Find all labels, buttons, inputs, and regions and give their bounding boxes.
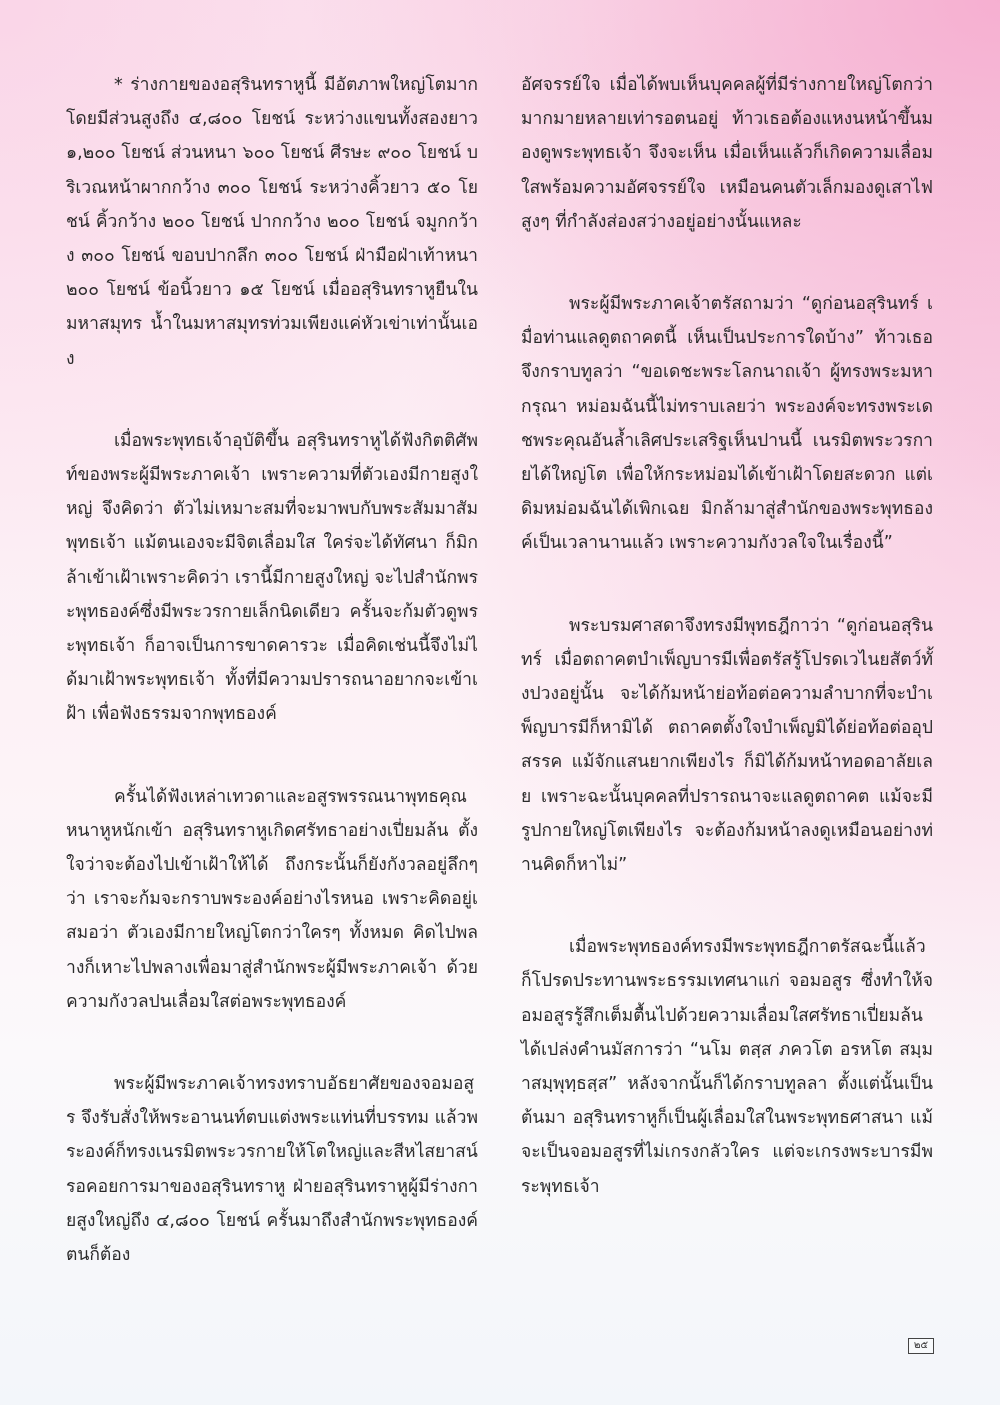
body-paragraph: * ร่างกายของอสุรินทราหูนี้ มีอัตภาพใหญ่โตมาก โดยมีส่วนสูงถึง ๔,๘๐๐ โยชน์ ระหว่างแขนทั้งสองยาว ๑,๒๐๐ โยชน์ ส่วนหนา ๖๐๐ โยชน์ ศีรษะ ๙๐๐ โยชน์ บริเวณหน้าผากกว้าง ๓๐๐ โยชน์ ระหว่างคิ้วยาว ๕๐ โยชน์ คิ้วกว้าง ๒๐๐ โยชน์ ปากกว้าง ๒๐๐ โยชน์ จมูกกว้าง ๓๐๐ โยชน์ ขอบปากลึก ๓๐๐ โยชน์ ฝ่ามือฝ่าเท้าหนา ๒๐๐ โยชน์ ข้อนิ้วยาว ๑๕ โยชน์ เมื่ออสุรินทราหูยืนในมหาสมุทร น้ำในมหาสมุทรท่วมเพียงแค่หัวเข่าเท่านั้นเอง (66, 75, 478, 369)
right-column (521, 68, 933, 1204)
body-paragraph: พระบรมศาสดาจึงทรงมีพุทธฎีกาว่า “ดูก่อนอสุรินทร์ เมื่อตถาคตบำเพ็ญบารมีเพื่อตรัสรู้โปรดเวไนยสัตว์ทั้งปวงอยู่นั้น จะได้ก้มหน้าย่อท้อต่อความลำบากที่จะบำเพ็ญบารมีก็หามิได้ ตถาคตตั้งใจบำเพ็ญมิได้ย่อท้อต่ออุปสรรค แม้จักแสนยากเพียงไร ก็มิได้ก้มหน้าทอดอาลัยเลย เพราะฉะนั้นบุคคลที่ปรารถนาจะแลดูตถาคต แม้จะมีรูปกายใหญ่โตเพียงไร จะต้องก้มหน้าลงดูเหมือนอย่างท่านคิดก็หาไม่” (521, 615, 933, 876)
body-paragraph: เมื่อพระพุทธเจ้าอุบัติขึ้น อสุรินทราหูได้ฟังกิตติศัพท์ของพระผู้มีพระภาคเจ้า เพราะความที่ตัวเองมีกายสูงใหญ่ จึงคิดว่า ตัวไม่เหมาะสมที่จะมาพบกับพระสัมมาสัมพุทธเจ้า แม้ตนเองจะมีจิตเลื่อมใส ใคร่จะได้ทัศนา ก็มิกล้าเข้าเฝ้าเพราะคิดว่า เรานี้มีกายสูงใหญ่ จะไปสำนักพระพุทธองค์ซึ่งมีพระวรกายเล็กนิดเดียว ครั้นจะก้มตัวดูพระพุทธเจ้า ก็อาจเป็นการขาดคารวะ เมื่อคิดเช่นนี้จึงไม่ได้มาเฝ้าพระพุทธเจ้า ทั้งที่มีความปรารถนาอยากจะเข้าเฝ้า เพื่อฟังธรรมจากพุทธองค์ (66, 430, 478, 725)
body-paragraph: พระผู้มีพระภาคเจ้าตรัสถามว่า “ดูก่อนอสุรินทร์ เมื่อท่านแลดูตถาคตนี้ เห็นเป็นประการใดบ้าง” ท้าวเธอจึงกราบทูลว่า “ขอเดชะพระโลกนาถเจ้า ผู้ทรงพระมหากรุณา หม่อมฉันนี้ไม่ทราบเลยว่า พระองค์จะทรงพระเดชพระคุณอันล้ำเลิศประเสริฐเห็นปานนี้ เนรมิตพระวรกายได้ใหญ่โต เพื่อให้กระหม่อมได้เข้าเฝ้าโดยสะดวก แต่เดิมหม่อมฉันได้เพิกเฉย มิกล้ามาสู่สำนักของพระพุทธองค์เป็นเวลานานแล้ว เพราะความกังวลใจในเรื่องนี้” (521, 294, 933, 554)
body-paragraph: พระผู้มีพระภาคเจ้าทรงทราบอัธยาศัยของจอมอสูร จึงรับสั่งให้พระอานนท์ตบแต่งพระแท่นที่บรรทม แล้วพระองค์ก็ทรงเนรมิตพระวรกายให้โตใหญ่และสีหไสยาสน์รอคอยการมาของอสุรินทราหู ฝ่ายอสุรินทราหูผู้มีร่างกายสูงใหญ่ถึง ๔,๘๐๐ โยชน์ ครั้นมาถึงสำนักพระพุทธองค์ ตนก็ต้อง (66, 1074, 478, 1266)
body-paragraph: เมื่อพระพุทธองค์ทรงมีพระพุทธฎีกาตรัสฉะนี้แล้ว ก็โปรดประทานพระธรรมเทศนาแก่ จอมอสูร ซึ่งทำให้จอมอสูรรู้สึกเต็มตื้นไปด้วยความเลื่อมใสศรัทธาเปี่ยมล้น ได้เปล่งคำนมัสการว่า “นโม ตสฺส ภควโต อรหโต สมฺมาสมฺพุทฺธสฺส” หลังจากนั้นก็ได้กราบทูลลา ตั้งแต่นั้นเป็นต้นมา อสุรินทราหูก็เป็นผู้เลื่อมใสในพระพุทธศาสนา แม้จะเป็นจอมอสูรที่ไม่เกรงกลัวใคร แต่จะเกรงพระบารมีพระพุทธเจ้า (521, 937, 933, 1197)
left-column (66, 68, 478, 1272)
body-paragraph: ครั้นได้ฟังเหล่าเทวดาและอสูรพรรณนาพุทธคุณหนาหูหนักเข้า อสุรินทราหูเกิดศรัทธาอย่างเปี่ยมล้น ตั้งใจว่าจะต้องไปเข้าเฝ้าให้ได้ ถึงกระนั้นก็ยังกังวลอยู่ลึกๆ ว่า เราจะก้มจะกราบพระองค์อย่างไรหนอ เพราะคิดอยู่เสมอว่า ตัวเองมีกายใหญ่โตกว่าใครๆ ทั้งหมด คิดไปพลางก็เหาะไปพลางเพื่อมาสู่สำนักพระผู้มีพระภาคเจ้า ด้วยความกังวลปนเลื่อมใสต่อพระพุทธองค์ (66, 786, 478, 1012)
page-number: ๒๕ (908, 1338, 934, 1354)
body-paragraph-continued: อัศจรรย์ใจ เมื่อได้พบเห็นบุคคลผู้ที่มีร่างกายใหญ่โตกว่ามากมายหลายเท่ารอตนอยู่ ท้าวเธอต้องแหงนหน้าขึ้นมองดูพระพุทธเจ้า จึงจะเห็น เมื่อเห็นแล้วก็เกิดความเลื่อมใสพร้อมความอัศจรรย์ใจ เหมือนคนตัวเล็กมองดูเสาไฟสูงๆ ที่กำลังส่องสว่างอยู่อย่างนั้นแหละ (521, 75, 933, 232)
